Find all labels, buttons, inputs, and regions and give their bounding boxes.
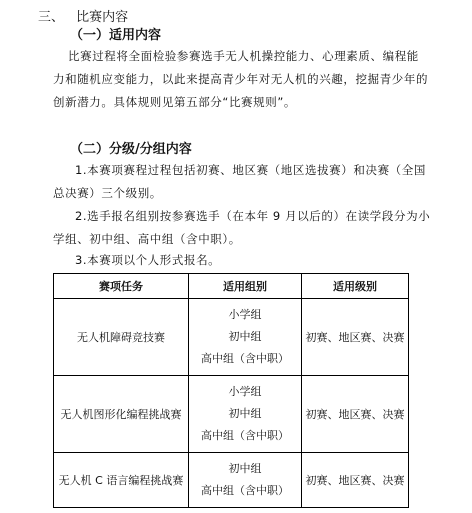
- task-cell: 无人机 C 语言编程挑战赛: [54, 453, 189, 508]
- group-label: 高中组（含中职）: [201, 484, 289, 497]
- group-label: 初中组: [228, 407, 262, 420]
- group-label: 初中组: [228, 330, 262, 343]
- sub1-line-1: 比赛过程将全面检验参赛选手无人机操控能力、心理素质、编程能: [68, 49, 419, 63]
- table-header-row: [54, 274, 409, 299]
- levels-cell: 初赛、地区赛、决赛: [302, 453, 409, 508]
- header-task: 赛项任务: [54, 274, 189, 299]
- section-title: 比赛内容: [76, 10, 129, 25]
- sub1-line-2: 力和随机应变能力，以此来提高青少年对无人机的兴趣，挖掘青少年的: [53, 72, 429, 86]
- subsection-2-title: （二）分级/分组内容: [70, 142, 192, 157]
- subsection-1-title: （一）适用内容: [70, 28, 162, 43]
- sub2-line-3: 2.选手报名组别按参赛选手（在本年 9 月以后的）在读学段分为小: [75, 209, 431, 223]
- groups-cell: [189, 453, 302, 508]
- levels-cell: 初赛、地区赛、决赛: [302, 299, 409, 376]
- table-row: [54, 299, 409, 376]
- levels-cell: 初赛、地区赛、决赛: [302, 376, 409, 453]
- group-label: 高中组（含中职）: [201, 352, 289, 365]
- sub2-line-2: 总决赛）三个级别。: [53, 186, 162, 200]
- header-groups: 适用组别: [189, 274, 302, 299]
- task-cell: 无人机障碍竞技赛: [54, 299, 189, 376]
- groups-cell: [189, 299, 302, 376]
- header-levels: 适用级别: [302, 274, 409, 299]
- competition-table: [53, 273, 409, 508]
- sub2-line-5: 3.本赛项以个人形式报名。: [75, 253, 221, 267]
- groups-cell: [189, 376, 302, 453]
- section-number: 三、: [38, 10, 65, 25]
- group-label: 初中组: [228, 462, 262, 475]
- section-heading: [38, 6, 128, 25]
- group-label: 小学组: [228, 385, 262, 398]
- task-cell: 无人机图形化编程挑战赛: [54, 376, 189, 453]
- sub1-line-3: 创新潜力。具体规则见第五部分“比赛规则”。: [53, 95, 297, 109]
- table-row: [54, 376, 409, 453]
- table-row: [54, 453, 409, 508]
- sub2-line-4: 学组、初中组、高中组（含中职）。: [53, 232, 241, 246]
- group-label: 高中组（含中职）: [201, 429, 289, 442]
- sub2-line-1: 1.本赛项赛程过程包括初赛、地区赛（地区选拔赛）和决赛（全国: [75, 163, 426, 177]
- group-label: 小学组: [228, 308, 262, 321]
